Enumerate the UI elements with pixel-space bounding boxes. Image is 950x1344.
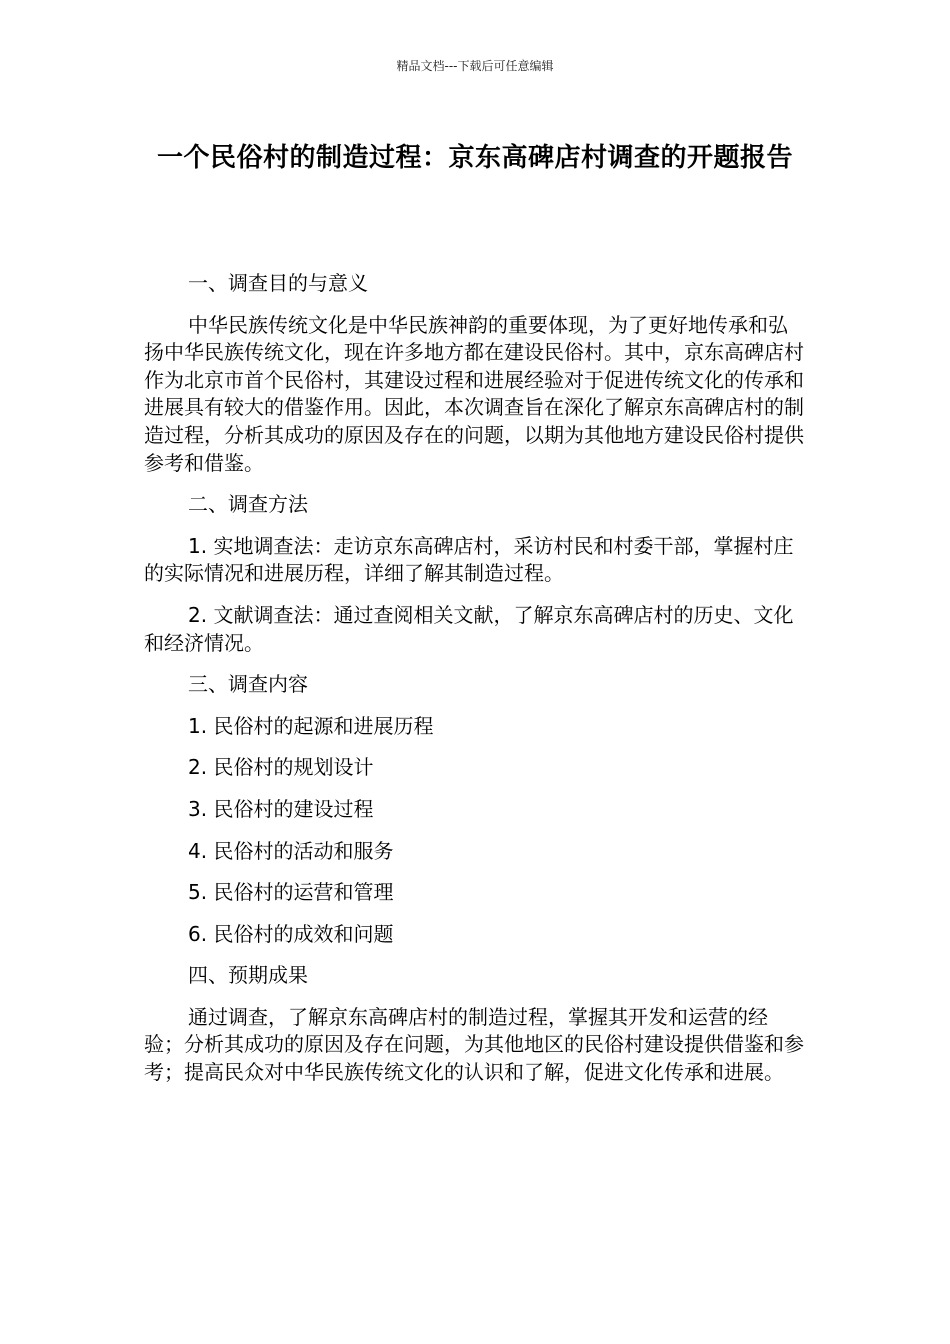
document-body [144,270,806,1101]
paragraph-method-literature: 2. 文献调查法：通过查阅相关文献，了解京东高碑店村的历史、文化和经济情况。 [144,602,794,655]
list-item: 6. 民俗村的成效和问题 [188,921,394,946]
section-heading-outcomes: 四、预期成果 [188,963,308,988]
paragraph-method-field: 1. 实地调查法：走访京东高碑店村，采访村民和村委干部，掌握村庄的实际情况和进展历程，详细了解其制造过程。 [144,533,794,586]
list-item: 5. 民俗村的运营和管理 [188,880,394,905]
list-item: 2. 民俗村的规划设计 [188,755,374,780]
list-item: 1. 民俗村的起源和进展历程 [188,713,434,738]
section-heading-purpose: 一、调查目的与意义 [188,271,368,295]
document-title: 一个民俗村的制造过程：京东高碑店村调查的开题报告 [156,143,793,173]
paragraph-outcomes: 通过调查，了解京东高碑店村的制造过程，掌握其开发和运营的经验；分析其成功的原因及存在问题，为其他地区的民俗村建设提供借鉴和参考；提高民众对中华民族传统文化的认识和了解，促进文化传承和进展。 [144,1004,804,1085]
section-heading-content: 三、调查内容 [188,672,308,697]
paragraph-purpose: 中华民族传统文化是中华民族神韵的重要体现，为了更好地传承和弘扬中华民族传统文化，现在许多地方都在建设民俗村。其中，京东高碑店村作为北京市首个民俗村，其建设过程和进展经验对于促进传统文化的传承和进展具有较大的借鉴作用。因此，本次调查旨在深化了解京东高碑店村的制造过程，分析其成功的原因及存在的问题，以期为其他地方建设民俗村提供参考和借鉴。 [144,312,804,475]
list-item: 3. 民俗村的建设过程 [188,796,374,821]
section-heading-methods: 二、调查方法 [188,492,308,517]
header-note: 精品文档---下载后可任意编辑 [396,59,554,73]
list-item: 4. 民俗村的活动和服务 [188,838,394,863]
